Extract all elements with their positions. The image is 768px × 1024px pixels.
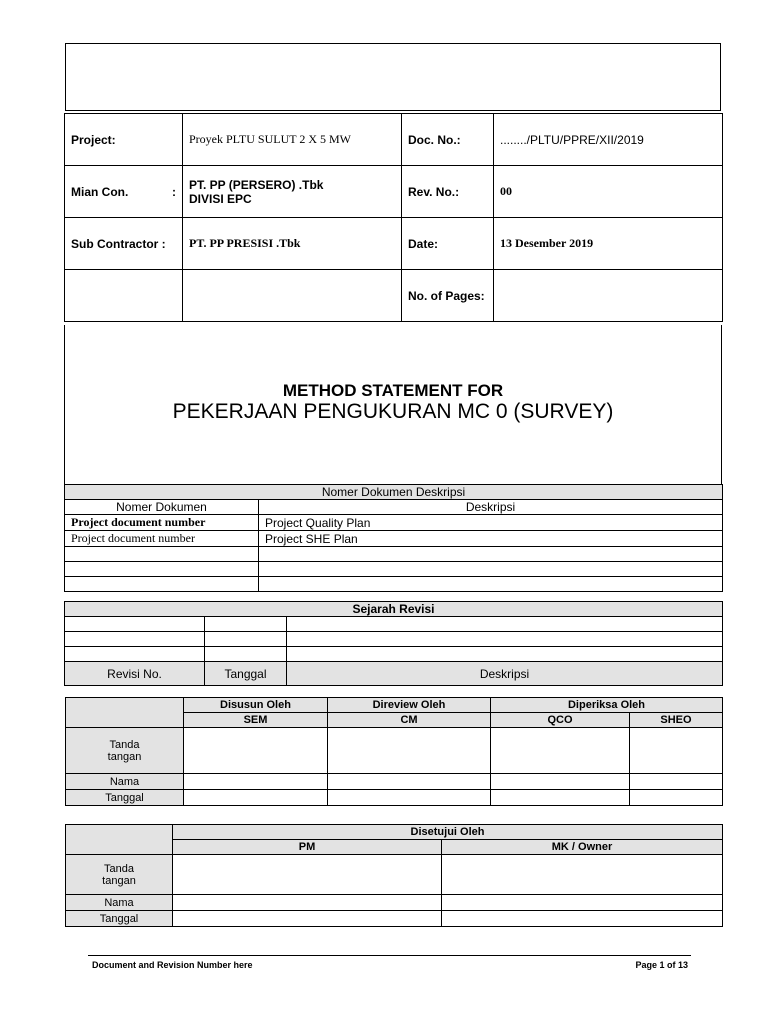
rev-no-value: 00 xyxy=(494,166,723,218)
sheo-header: SHEO xyxy=(630,713,723,728)
doc-desc-title: Nomer Dokumen Deskripsi xyxy=(65,485,723,500)
doc-number: Project document number xyxy=(65,531,259,547)
date-value: 13 Desember 2019 xyxy=(494,218,723,270)
table-row xyxy=(65,647,723,662)
date-label: Tanggal xyxy=(66,911,173,927)
cm-header: CM xyxy=(328,713,491,728)
title-block xyxy=(64,325,722,485)
empty-cell xyxy=(65,270,183,322)
table-row xyxy=(65,577,723,592)
revision-history-table xyxy=(64,601,723,686)
doc-no-value: ......../PLTU/PPRE/XII/2019 xyxy=(494,114,723,166)
date-label: Tanggal xyxy=(66,790,184,806)
document-info-table xyxy=(64,113,723,322)
checked-by-header: Diperiksa Oleh xyxy=(491,698,723,713)
approval-table-prepared xyxy=(65,697,723,806)
sub-con-label: Sub Contractor : xyxy=(65,218,183,270)
footer-left: Document and Revision Number here xyxy=(92,960,253,970)
qco-header: QCO xyxy=(491,713,630,728)
date-label: Date: xyxy=(402,218,494,270)
prepared-by-header: Disusun Oleh xyxy=(184,698,328,713)
table-row xyxy=(65,547,723,562)
empty-cell xyxy=(183,270,402,322)
approved-by-header: Disetujui Oleh xyxy=(173,825,723,840)
title-line-1: METHOD STATEMENT FOR xyxy=(282,381,504,400)
sem-header: SEM xyxy=(184,713,328,728)
col-revision-no: Revisi No. xyxy=(65,662,205,686)
table-row xyxy=(65,562,723,577)
project-label: Project: xyxy=(65,114,183,166)
doc-number: Project document number xyxy=(65,515,259,531)
col-doc-number: Nomer Dokumen xyxy=(65,500,259,515)
reviewed-by-header: Direview Oleh xyxy=(328,698,491,713)
owner-header: MK / Owner xyxy=(442,840,723,855)
signature-label xyxy=(66,728,184,774)
project-value: Proyek PLTU SULUT 2 X 5 MW xyxy=(183,114,402,166)
pages-value xyxy=(494,270,723,322)
table-row xyxy=(65,531,723,547)
main-con-value xyxy=(183,166,402,218)
doc-desc: Project SHE Plan xyxy=(259,531,723,547)
col-revision-desc: Deskripsi xyxy=(287,662,723,686)
main-con-value-1: PT. PP (PERSERO) .Tbk xyxy=(189,177,324,192)
title-line-2: PEKERJAAN PENGUKURAN MC 0 (SURVEY) xyxy=(172,400,614,423)
main-con-value-2: DIVISI EPC xyxy=(189,191,252,206)
sub-con-value: PT. PP PRESISI .Tbk xyxy=(183,218,402,270)
signature-label xyxy=(66,855,173,895)
table-row xyxy=(65,632,723,647)
col-doc-desc: Deskripsi xyxy=(259,500,723,515)
doc-no-label: Doc. No.: xyxy=(402,114,494,166)
signature-label-2: tangan xyxy=(102,874,136,887)
name-label: Nama xyxy=(66,774,184,790)
main-con-label: Mian Con. xyxy=(71,184,129,199)
col-revision-date: Tanggal xyxy=(205,662,287,686)
rev-no-label: Rev. No.: xyxy=(402,166,494,218)
footer-page-number: Page 1 of 13 xyxy=(635,960,688,970)
signature-label-2: tangan xyxy=(107,750,142,763)
main-con-colon: : xyxy=(172,184,176,199)
signature-label-1: Tanda xyxy=(109,738,140,751)
table-row xyxy=(65,515,723,531)
footer-divider xyxy=(88,955,691,956)
doc-desc: Project Quality Plan xyxy=(259,515,723,531)
signature-label-1: Tanda xyxy=(104,862,134,875)
pages-label: No. of Pages: xyxy=(402,270,494,322)
document-description-table xyxy=(64,484,723,592)
revision-title: Sejarah Revisi xyxy=(65,602,723,617)
main-con-label-cell xyxy=(65,166,183,218)
logo-box xyxy=(65,43,721,111)
name-label: Nama xyxy=(66,895,173,911)
pm-header: PM xyxy=(173,840,442,855)
approval-table-approved xyxy=(65,824,723,927)
table-row xyxy=(65,617,723,632)
